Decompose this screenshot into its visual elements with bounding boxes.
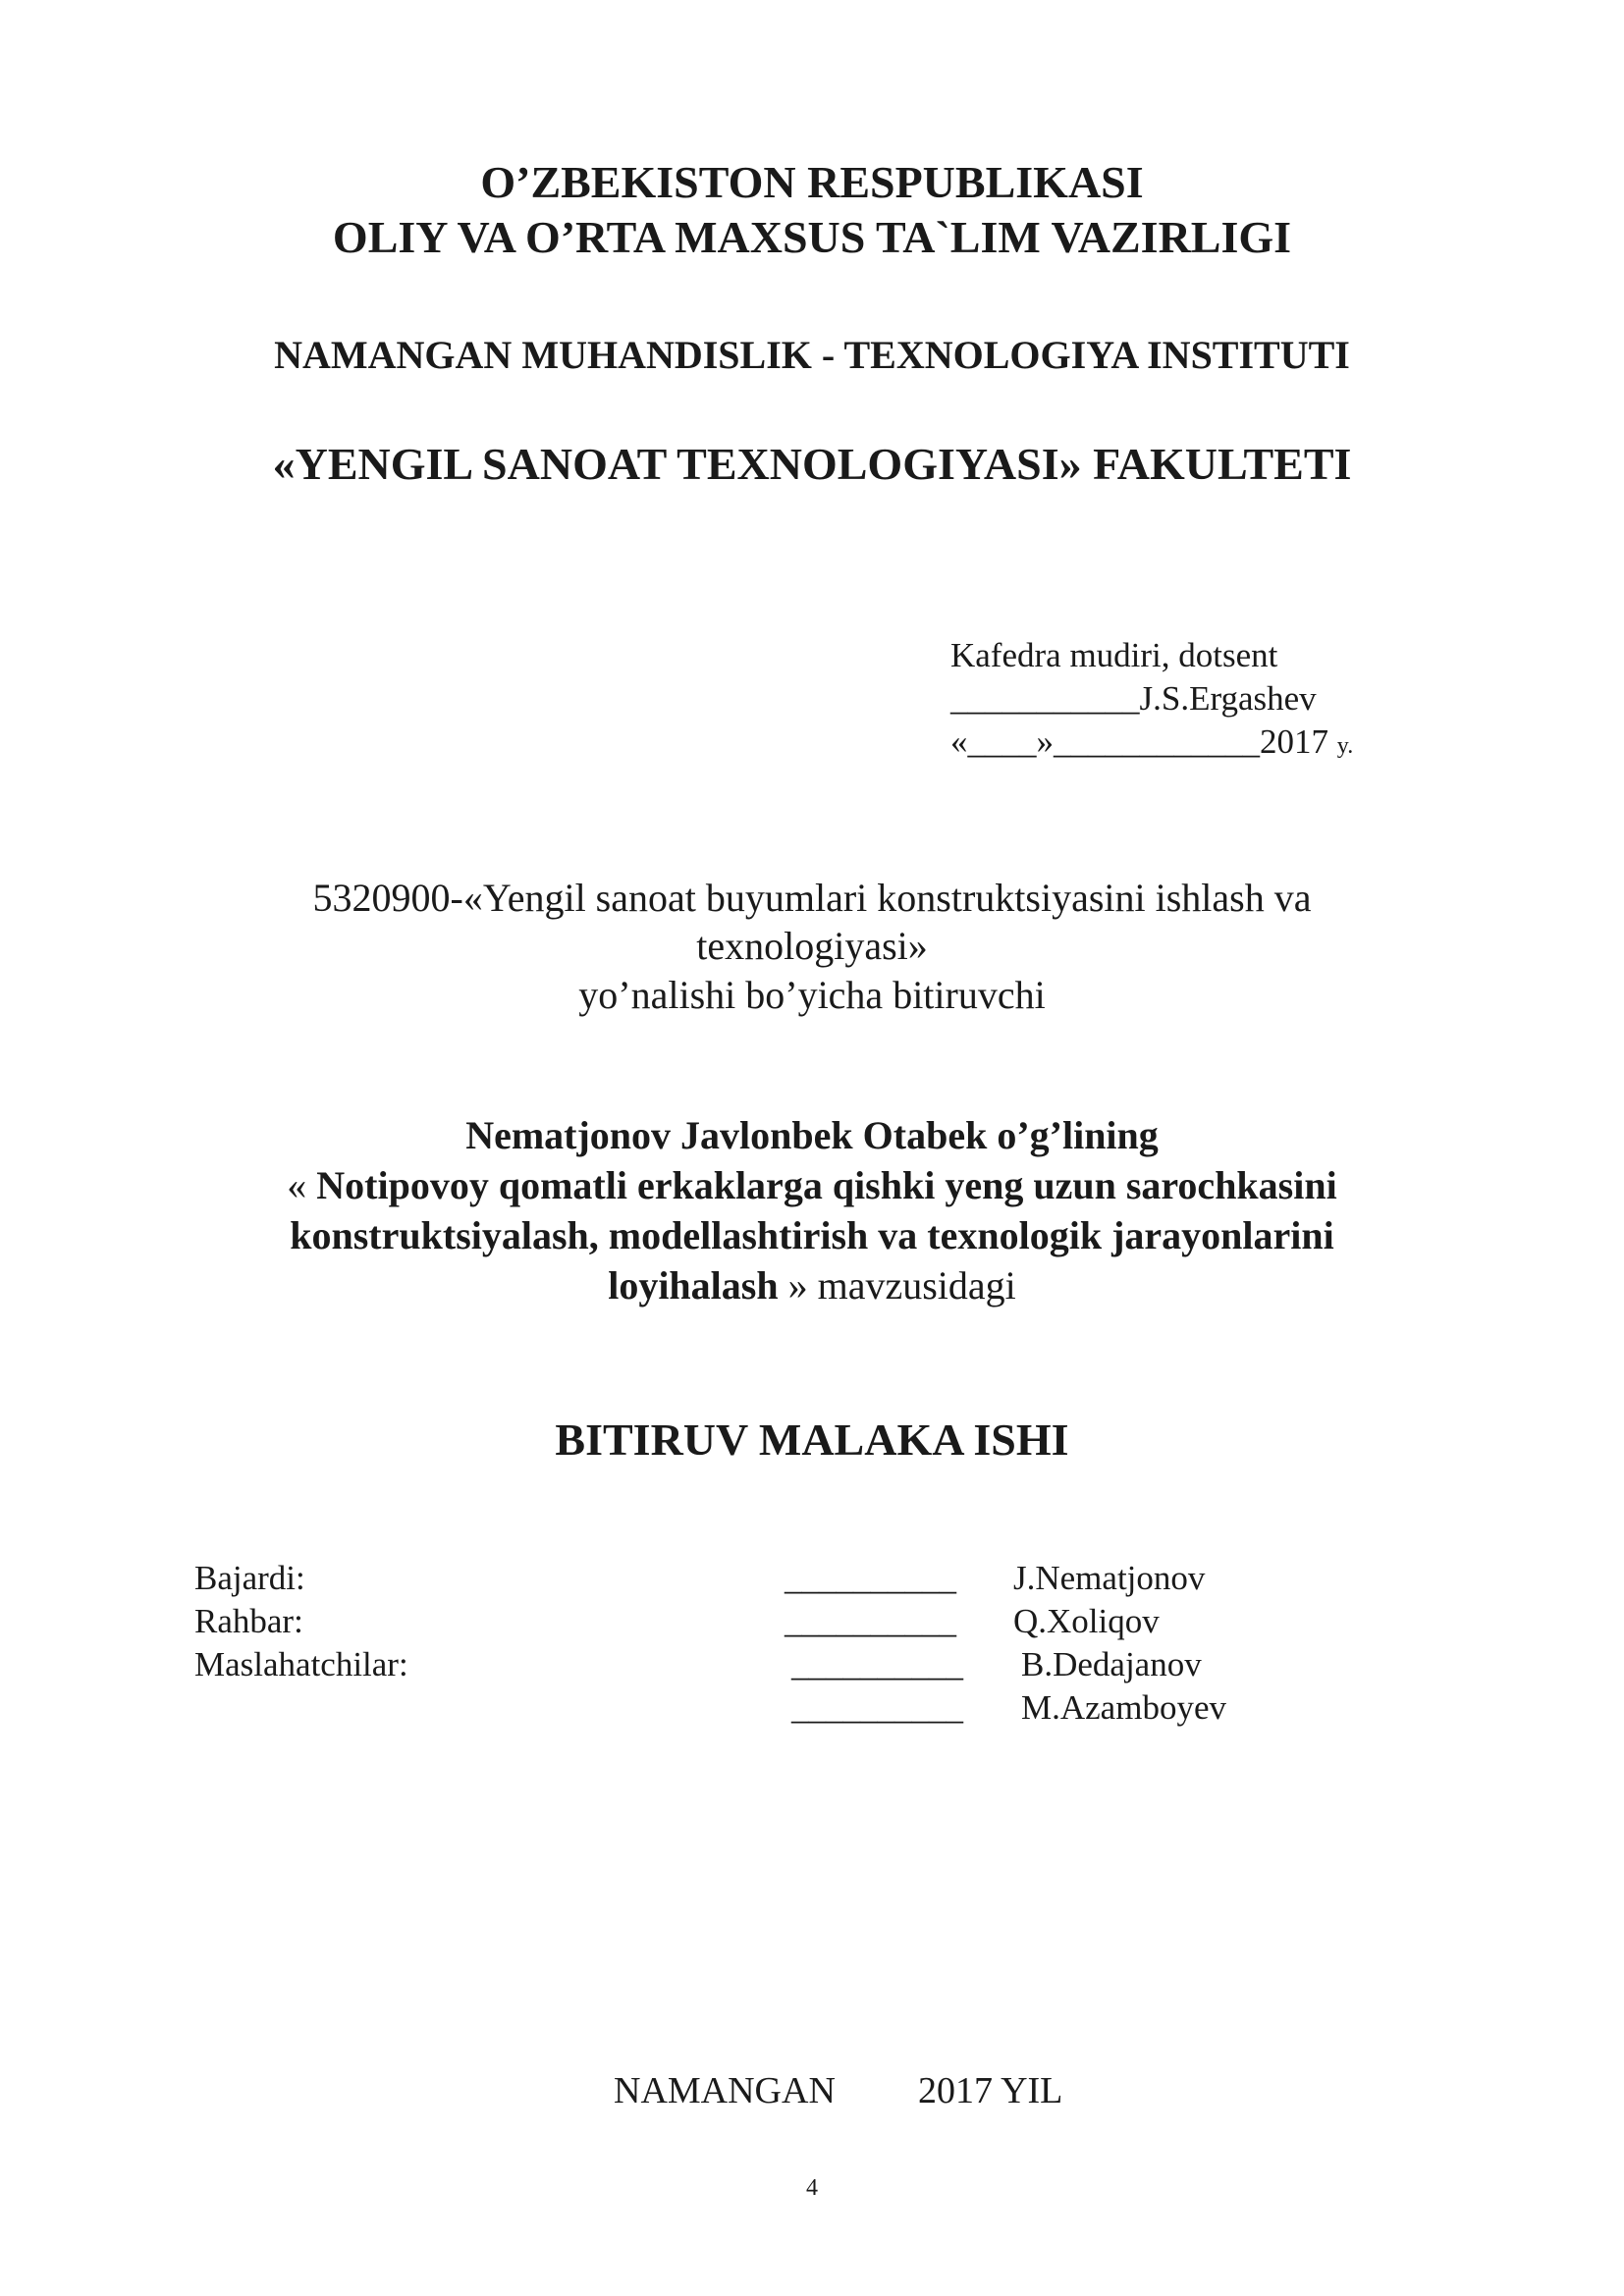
- document-type: BITIRUV MALAKA ISHI: [555, 1415, 1069, 1465]
- thesis-topic-line-3: [0, 1260, 1624, 1310]
- signature-line: __________: [791, 1688, 963, 1727]
- footer-year: 2017 YIL: [918, 2070, 1063, 2111]
- thesis-topic-text-3: loyihalash: [608, 1263, 779, 1308]
- signature-name: B.Dedajanov: [1021, 1645, 1202, 1683]
- direction-line-2: texnologiyasi»: [696, 924, 928, 968]
- approval-date: «____»____________2017: [950, 722, 1328, 761]
- header-faculty: «YENGIL SANOAT TEXNOLOGIYASI» FAKULTETI: [272, 439, 1352, 489]
- direction-line-3: yo’nalishi bo’yicha bitiruvchi: [578, 973, 1046, 1017]
- signature-label: Maslahatchilar:: [194, 1645, 408, 1683]
- signature-line: __________: [791, 1645, 963, 1683]
- header-institute: NAMANGAN MUHANDISLIK - TEXNOLOGIYA INSTITUTI: [274, 333, 1350, 377]
- signature-name: M.Azamboyev: [1021, 1688, 1226, 1727]
- footer-city: NAMANGAN: [614, 2070, 836, 2111]
- signature-name: J.Nematjonov: [1013, 1559, 1206, 1597]
- signature-label: Rahbar:: [194, 1602, 303, 1640]
- thesis-author: Nematjonov Javlonbek Otabek o’g’lining: [465, 1113, 1159, 1157]
- header-ministry: OLIY VA O’RTA MAXSUS TA`LIM VAZIRLIGI: [332, 212, 1292, 262]
- page-number: 4: [806, 2175, 818, 2201]
- approval-date-line: [950, 721, 1353, 768]
- direction-line-1: 5320900-«Yengil sanoat buyumlari konstruktsiyasini ishlash va: [312, 876, 1312, 920]
- header-republic: O’ZBEKISTON RESPUBLIKASI: [480, 157, 1144, 207]
- signature-name: Q.Xoliqov: [1013, 1602, 1160, 1640]
- approval-signature-line: ___________J.S.Ergashev: [950, 679, 1317, 718]
- thesis-topic-line-1: [0, 1160, 1624, 1210]
- signature-line: __________: [785, 1602, 956, 1640]
- thesis-open-quote: «: [287, 1163, 317, 1207]
- approval-title: Kafedra mudiri, dotsent: [950, 636, 1278, 674]
- signature-label: Bajardi:: [194, 1559, 305, 1597]
- thesis-closing: » mavzusidagi: [778, 1263, 1016, 1308]
- thesis-topic-line-2: konstruktsiyalash, modellashtirish va texnologik jarayonlarini: [290, 1213, 1334, 1257]
- signature-line: __________: [785, 1559, 956, 1597]
- approval-year-suffix: y.: [1336, 733, 1354, 759]
- thesis-topic-text-1: Notipovoy qomatli erkaklarga qishki yeng uzun sarochkasini: [316, 1163, 1337, 1207]
